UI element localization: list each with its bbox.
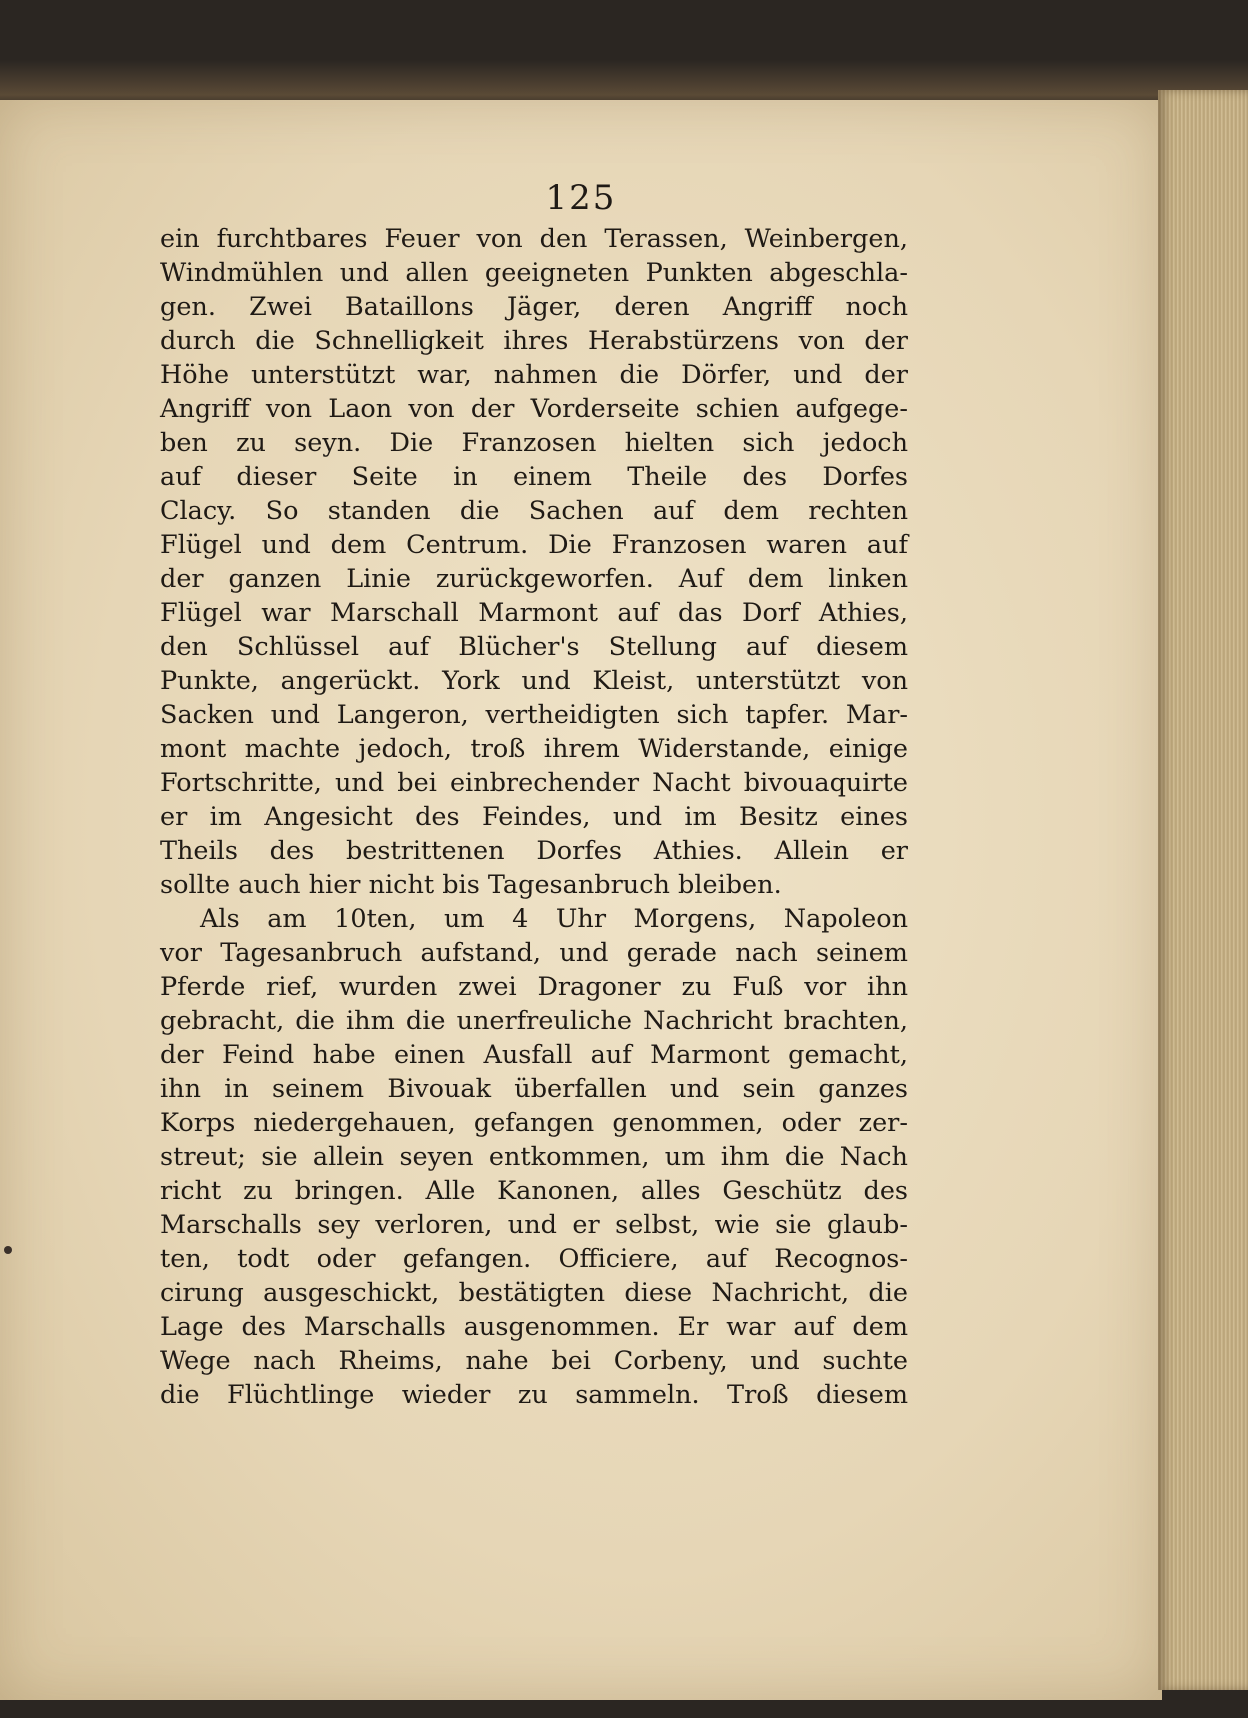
text-line: auf dieser Seite in einem Theile des Dorfes xyxy=(160,462,908,492)
text-line: ihn in seinem Bivouak überfallen und sein ganzes xyxy=(160,1074,908,1104)
text-line: richt zu bringen. Alle Kanonen, alles Geschütz des xyxy=(160,1176,908,1206)
text-line: Als am 10ten, um 4 Uhr Morgens, Napoleon xyxy=(200,904,908,934)
text-line: gebracht, die ihm die unerfreuliche Nachricht brachten, xyxy=(160,1006,908,1036)
text-line: Flügel war Marschall Marmont auf das Dorf Athies, xyxy=(160,598,908,628)
text-line: Höhe unterstützt war, nahmen die Dörfer, und der xyxy=(160,360,908,390)
text-line: Lage des Marschalls ausgenommen. Er war auf dem xyxy=(160,1312,908,1342)
text-line: Windmühlen und allen geeigneten Punkten abgeschla- xyxy=(160,258,908,288)
text-line: ten, todt oder gefangen. Officiere, auf Recognos- xyxy=(160,1244,908,1274)
text-line: Flügel und dem Centrum. Die Franzosen waren auf xyxy=(160,530,908,560)
text-line: ein furchtbares Feuer von den Terassen, Weinbergen, xyxy=(160,224,908,254)
page-number: 125 xyxy=(545,178,617,218)
text-line: Sacken und Langeron, vertheidigten sich tapfer. Mar- xyxy=(160,700,908,730)
text-line: mont machte jedoch, troß ihrem Widerstande, einige xyxy=(160,734,908,764)
text-line: Marschalls sey verloren, und er selbst, wie sie glaub- xyxy=(160,1210,908,1240)
text-line: er im Angesicht des Feindes, und im Besitz eines xyxy=(160,802,908,832)
text-line: Theils des bestrittenen Dorfes Athies. Allein er xyxy=(160,836,908,866)
margin-mark xyxy=(4,1246,12,1254)
text-line: vor Tagesanbruch aufstand, und gerade nach seinem xyxy=(160,938,908,968)
text-line: durch die Schnelligkeit ihres Herabstürzens von der xyxy=(160,326,908,356)
text-line: ben zu seyn. Die Franzosen hielten sich jedoch xyxy=(160,428,908,458)
text-line: der ganzen Linie zurückgeworfen. Auf dem linken xyxy=(160,564,908,594)
text-line: Punkte, angerückt. York und Kleist, unterstützt von xyxy=(160,666,908,696)
text-line: der Feind habe einen Ausfall auf Marmont gemacht, xyxy=(160,1040,908,1070)
text-line: gen. Zwei Bataillons Jäger, deren Angriff noch xyxy=(160,292,908,322)
text-line: Angriff von Laon von der Vorderseite schien aufgege- xyxy=(160,394,908,424)
text-line: Wege nach Rheims, nahe bei Corbeny, und suchte xyxy=(160,1346,908,1376)
text-line: sollte auch hier nicht bis Tagesanbruch bleiben. xyxy=(160,870,782,900)
page-stack-edge xyxy=(1158,90,1248,1690)
text-line: den Schlüssel auf Blücher's Stellung auf diesem xyxy=(160,632,908,662)
text-line: Korps niedergehauen, gefangen genommen, oder zer- xyxy=(160,1108,908,1138)
text-line: Clacy. So standen die Sachen auf dem rechten xyxy=(160,496,908,526)
text-line: die Flüchtlinge wieder zu sammeln. Troß diesem xyxy=(160,1380,908,1410)
text-line: streut; sie allein seyen entkommen, um ihm die Nach xyxy=(160,1142,908,1172)
body-text xyxy=(160,222,908,1412)
text-line: cirung ausgeschickt, bestätigten diese Nachricht, die xyxy=(160,1278,908,1308)
text-line: Fortschritte, und bei einbrechender Nacht bivouaquirte xyxy=(160,768,908,798)
text-line: Pferde rief, wurden zwei Dragoner zu Fuß vor ihn xyxy=(160,972,908,1002)
